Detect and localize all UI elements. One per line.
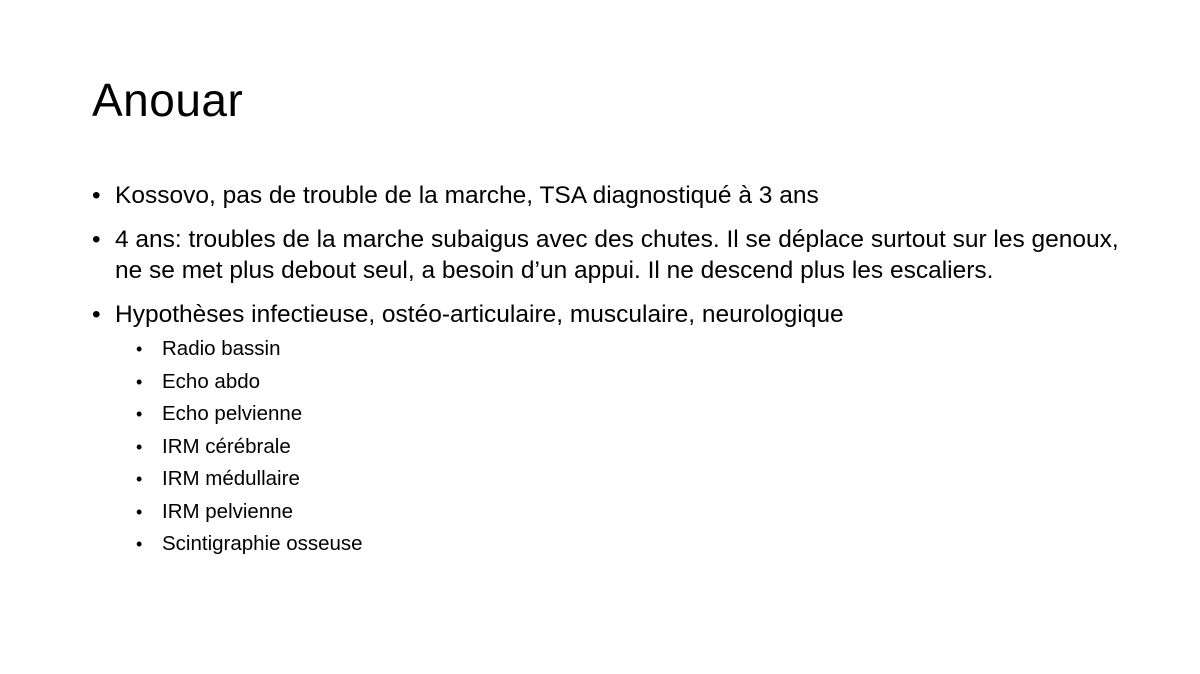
bullet-icon: • bbox=[136, 501, 143, 522]
sub-bullet-item bbox=[136, 333, 1132, 366]
bullet-icon: • bbox=[92, 226, 101, 253]
bullet-item-symptoms bbox=[92, 224, 1132, 286]
bullet-icon: • bbox=[136, 339, 143, 359]
slide-title: Anouar bbox=[92, 74, 244, 126]
sub-bullet-list bbox=[136, 333, 1132, 561]
bullet-list bbox=[92, 180, 1132, 561]
bullet-icon: • bbox=[136, 436, 143, 457]
sub-bullet-text: Echo pelvienne bbox=[162, 402, 303, 425]
bullet-icon: • bbox=[136, 404, 143, 424]
bullet-icon: • bbox=[136, 371, 143, 392]
bullet-icon: • bbox=[136, 534, 143, 554]
sub-bullet-text: Radio bassin bbox=[162, 337, 281, 360]
slide-content bbox=[92, 180, 1132, 574]
bullet-icon: • bbox=[92, 301, 101, 328]
sub-bullet-item bbox=[136, 496, 1132, 529]
bullet-text: Hypothèses infectieuse, ostéo-articulaire, musculaire, neurologique bbox=[115, 301, 844, 328]
sub-bullet-text: IRM pelvienne bbox=[162, 499, 294, 523]
sub-bullet-item bbox=[136, 431, 1132, 464]
bullet-text: Kossovo, pas de trouble de la marche, TSA diagnostiqué à 3 ans bbox=[115, 182, 819, 209]
sub-bullet-text: IRM médullaire bbox=[162, 467, 300, 490]
bullet-item-origin bbox=[92, 180, 1132, 211]
bullet-item-hypotheses bbox=[92, 299, 1132, 561]
sub-bullet-text: Echo abdo bbox=[162, 369, 261, 393]
sub-bullet-text: IRM cérébrale bbox=[162, 434, 291, 458]
bullet-icon: • bbox=[136, 469, 143, 489]
sub-bullet-item bbox=[136, 463, 1132, 496]
sub-bullet-item bbox=[136, 528, 1132, 561]
sub-bullet-item bbox=[136, 366, 1132, 399]
sub-bullet-item bbox=[136, 398, 1132, 431]
sub-bullet-text: Scintigraphie osseuse bbox=[162, 532, 363, 555]
bullet-icon: • bbox=[92, 182, 101, 209]
bullet-text: 4 ans: troubles de la marche subaigus avec des chutes. Il se déplace surtout sur les genoux, ne se met plus debout seul, a besoin d’un appui. Il ne descend plus les escaliers. bbox=[115, 226, 1119, 284]
